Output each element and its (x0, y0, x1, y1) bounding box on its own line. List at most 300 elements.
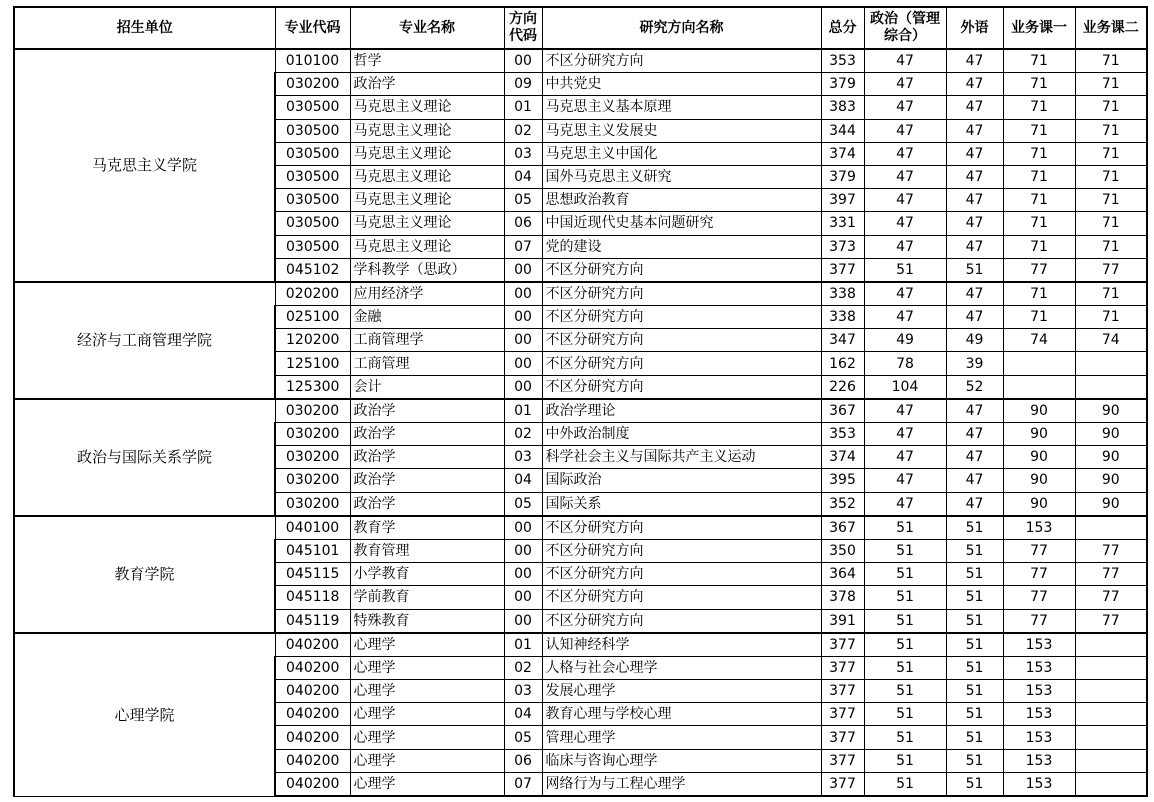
direction-code-cell: 02 (504, 423, 542, 446)
total-score-cell: 377 (821, 633, 864, 657)
total-score-cell: 331 (821, 212, 864, 235)
foreign-language-score-cell: 47 (946, 423, 1003, 446)
course-one-score-cell: 77 (1003, 258, 1075, 282)
total-score-cell: 391 (821, 609, 864, 633)
course-two-score-cell (1075, 375, 1147, 399)
foreign-language-score-cell: 47 (946, 142, 1003, 165)
course-two-score-cell: 74 (1075, 329, 1147, 352)
major-name-cell: 心理学 (350, 772, 504, 796)
direction-code-cell: 00 (504, 329, 542, 352)
course-two-score-cell: 90 (1075, 492, 1147, 516)
course-one-score-cell: 90 (1003, 446, 1075, 469)
major-name-cell: 学科教学（思政） (350, 258, 504, 282)
course-two-score-cell: 71 (1075, 282, 1147, 306)
foreign-language-score-cell: 51 (946, 680, 1003, 703)
direction-name-cell: 中国近现代史基本问题研究 (542, 212, 821, 235)
major-code-cell: 030500 (275, 142, 350, 165)
unit-name-cell: 政治与国际关系学院 (14, 399, 275, 516)
direction-name-cell: 不区分研究方向 (542, 609, 821, 633)
course-two-score-cell: 71 (1075, 306, 1147, 329)
header-direction-name: 研究方向名称 (542, 7, 821, 49)
major-name-cell: 工商管理学 (350, 329, 504, 352)
major-code-cell: 120200 (275, 329, 350, 352)
direction-name-cell: 不区分研究方向 (542, 306, 821, 329)
direction-code-cell: 00 (504, 609, 542, 633)
course-two-score-cell (1075, 726, 1147, 749)
direction-name-cell: 马克思主义基本原理 (542, 96, 821, 119)
table-row (14, 633, 1147, 657)
politics-score-cell: 47 (864, 96, 946, 119)
major-name-cell: 教育学 (350, 516, 504, 540)
politics-score-cell: 47 (864, 399, 946, 423)
header-direction-code: 方向代码 (504, 7, 542, 49)
course-one-score-cell: 77 (1003, 539, 1075, 562)
course-one-score-cell: 77 (1003, 563, 1075, 586)
politics-score-cell: 47 (864, 49, 946, 73)
unit-name-cell: 马克思主义学院 (14, 49, 275, 282)
major-code-cell: 030500 (275, 235, 350, 258)
foreign-language-score-cell: 47 (946, 469, 1003, 492)
foreign-language-score-cell: 47 (946, 446, 1003, 469)
direction-name-cell: 人格与社会心理学 (542, 656, 821, 679)
major-code-cell: 045118 (275, 586, 350, 609)
total-score-cell: 367 (821, 516, 864, 540)
course-two-score-cell: 71 (1075, 49, 1147, 73)
total-score-cell: 374 (821, 142, 864, 165)
foreign-language-score-cell: 51 (946, 516, 1003, 540)
politics-score-cell: 51 (864, 586, 946, 609)
major-code-cell: 040200 (275, 749, 350, 772)
major-code-cell: 030200 (275, 492, 350, 516)
direction-code-cell: 02 (504, 119, 542, 142)
politics-score-cell: 51 (864, 609, 946, 633)
politics-score-cell: 47 (864, 73, 946, 96)
course-two-score-cell: 77 (1075, 539, 1147, 562)
header-major-name: 专业名称 (350, 7, 504, 49)
course-one-score-cell: 90 (1003, 469, 1075, 492)
total-score-cell: 347 (821, 329, 864, 352)
header-unit: 招生单位 (14, 7, 275, 49)
major-code-cell: 040200 (275, 656, 350, 679)
foreign-language-score-cell: 51 (946, 772, 1003, 796)
direction-code-cell: 00 (504, 258, 542, 282)
direction-code-cell: 05 (504, 492, 542, 516)
course-one-score-cell: 153 (1003, 749, 1075, 772)
course-two-score-cell: 90 (1075, 423, 1147, 446)
direction-name-cell: 认知神经科学 (542, 633, 821, 657)
foreign-language-score-cell: 47 (946, 492, 1003, 516)
direction-name-cell: 不区分研究方向 (542, 539, 821, 562)
foreign-language-score-cell: 47 (946, 235, 1003, 258)
foreign-language-score-cell: 47 (946, 306, 1003, 329)
total-score-cell: 377 (821, 680, 864, 703)
total-score-cell: 226 (821, 375, 864, 399)
course-one-score-cell: 153 (1003, 680, 1075, 703)
major-code-cell: 020200 (275, 282, 350, 306)
direction-name-cell: 党的建设 (542, 235, 821, 258)
course-two-score-cell (1075, 703, 1147, 726)
total-score-cell: 352 (821, 492, 864, 516)
major-name-cell: 教育管理 (350, 539, 504, 562)
foreign-language-score-cell: 39 (946, 352, 1003, 375)
direction-name-cell: 马克思主义中国化 (542, 142, 821, 165)
foreign-language-score-cell: 47 (946, 282, 1003, 306)
foreign-language-score-cell: 51 (946, 539, 1003, 562)
politics-score-cell: 104 (864, 375, 946, 399)
major-code-cell: 045115 (275, 563, 350, 586)
course-two-score-cell (1075, 633, 1147, 657)
direction-name-cell: 不区分研究方向 (542, 352, 821, 375)
total-score-cell: 373 (821, 235, 864, 258)
politics-score-cell: 47 (864, 446, 946, 469)
total-score-cell: 377 (821, 703, 864, 726)
course-one-score-cell: 71 (1003, 306, 1075, 329)
major-code-cell: 040200 (275, 703, 350, 726)
course-two-score-cell (1075, 656, 1147, 679)
major-code-cell: 030500 (275, 119, 350, 142)
major-code-cell: 040200 (275, 680, 350, 703)
major-code-cell: 030200 (275, 423, 350, 446)
total-score-cell: 379 (821, 73, 864, 96)
course-one-score-cell: 71 (1003, 119, 1075, 142)
foreign-language-score-cell: 51 (946, 258, 1003, 282)
total-score-cell: 350 (821, 539, 864, 562)
major-name-cell: 小学教育 (350, 563, 504, 586)
direction-name-cell: 临床与咨询心理学 (542, 749, 821, 772)
direction-code-cell: 06 (504, 212, 542, 235)
direction-code-cell: 07 (504, 772, 542, 796)
course-one-score-cell: 71 (1003, 73, 1075, 96)
major-code-cell: 125100 (275, 352, 350, 375)
foreign-language-score-cell: 51 (946, 749, 1003, 772)
direction-name-cell: 不区分研究方向 (542, 258, 821, 282)
foreign-language-score-cell: 47 (946, 96, 1003, 119)
header-foreign-language: 外语 (946, 7, 1003, 49)
major-code-cell: 030200 (275, 73, 350, 96)
politics-score-cell: 51 (864, 633, 946, 657)
major-code-cell: 045119 (275, 609, 350, 633)
major-name-cell: 哲学 (350, 49, 504, 73)
major-code-cell: 030500 (275, 189, 350, 212)
major-name-cell: 金融 (350, 306, 504, 329)
course-one-score-cell: 71 (1003, 142, 1075, 165)
direction-name-cell: 国外马克思主义研究 (542, 165, 821, 188)
table-row (14, 399, 1147, 423)
course-two-score-cell: 71 (1075, 165, 1147, 188)
direction-code-cell: 00 (504, 375, 542, 399)
major-code-cell: 045101 (275, 539, 350, 562)
direction-code-cell: 06 (504, 749, 542, 772)
course-one-score-cell: 71 (1003, 49, 1075, 73)
course-one-score-cell: 71 (1003, 212, 1075, 235)
foreign-language-score-cell: 51 (946, 726, 1003, 749)
table-row (14, 282, 1147, 306)
direction-name-cell: 政治学理论 (542, 399, 821, 423)
major-name-cell: 政治学 (350, 469, 504, 492)
major-name-cell: 心理学 (350, 656, 504, 679)
total-score-cell: 367 (821, 399, 864, 423)
direction-name-cell: 不区分研究方向 (542, 282, 821, 306)
politics-score-cell: 47 (864, 423, 946, 446)
course-two-score-cell: 71 (1075, 235, 1147, 258)
direction-code-cell: 04 (504, 469, 542, 492)
direction-name-cell: 马克思主义发展史 (542, 119, 821, 142)
foreign-language-score-cell: 51 (946, 633, 1003, 657)
foreign-language-score-cell: 47 (946, 49, 1003, 73)
course-two-score-cell: 77 (1075, 609, 1147, 633)
major-name-cell: 政治学 (350, 399, 504, 423)
course-two-score-cell: 71 (1075, 119, 1147, 142)
major-name-cell: 马克思主义理论 (350, 96, 504, 119)
direction-name-cell: 不区分研究方向 (542, 329, 821, 352)
politics-score-cell: 47 (864, 189, 946, 212)
header-course-one: 业务课一 (1003, 7, 1075, 49)
direction-name-cell: 不区分研究方向 (542, 516, 821, 540)
total-score-cell: 377 (821, 726, 864, 749)
total-score-cell: 377 (821, 258, 864, 282)
major-code-cell: 045102 (275, 258, 350, 282)
total-score-cell: 395 (821, 469, 864, 492)
course-one-score-cell: 71 (1003, 189, 1075, 212)
table-header-row (14, 7, 1147, 49)
direction-name-cell: 发展心理学 (542, 680, 821, 703)
course-one-score-cell (1003, 375, 1075, 399)
major-code-cell: 040200 (275, 633, 350, 657)
major-name-cell: 马克思主义理论 (350, 212, 504, 235)
direction-code-cell: 07 (504, 235, 542, 258)
major-name-cell: 工商管理 (350, 352, 504, 375)
total-score-cell: 162 (821, 352, 864, 375)
course-one-score-cell: 153 (1003, 633, 1075, 657)
direction-name-cell: 国际关系 (542, 492, 821, 516)
header-total-score: 总分 (821, 7, 864, 49)
direction-name-cell: 中外政治制度 (542, 423, 821, 446)
major-code-cell: 030500 (275, 165, 350, 188)
direction-name-cell: 管理心理学 (542, 726, 821, 749)
direction-name-cell: 科学社会主义与国际共产主义运动 (542, 446, 821, 469)
major-name-cell: 政治学 (350, 423, 504, 446)
direction-code-cell: 02 (504, 656, 542, 679)
major-code-cell: 040100 (275, 516, 350, 540)
major-name-cell: 心理学 (350, 749, 504, 772)
politics-score-cell: 47 (864, 282, 946, 306)
course-two-score-cell: 90 (1075, 446, 1147, 469)
direction-name-cell: 教育心理与学校心理 (542, 703, 821, 726)
foreign-language-score-cell: 47 (946, 119, 1003, 142)
direction-code-cell: 01 (504, 633, 542, 657)
major-name-cell: 心理学 (350, 726, 504, 749)
direction-code-cell: 00 (504, 586, 542, 609)
politics-score-cell: 47 (864, 469, 946, 492)
major-name-cell: 应用经济学 (350, 282, 504, 306)
foreign-language-score-cell: 49 (946, 329, 1003, 352)
total-score-cell: 379 (821, 165, 864, 188)
admission-score-table (13, 6, 1148, 797)
foreign-language-score-cell: 51 (946, 656, 1003, 679)
course-one-score-cell: 71 (1003, 282, 1075, 306)
major-code-cell: 030500 (275, 96, 350, 119)
course-one-score-cell: 90 (1003, 399, 1075, 423)
total-score-cell: 374 (821, 446, 864, 469)
course-two-score-cell (1075, 772, 1147, 796)
total-score-cell: 377 (821, 772, 864, 796)
course-two-score-cell: 90 (1075, 469, 1147, 492)
direction-name-cell: 国际政治 (542, 469, 821, 492)
major-code-cell: 125300 (275, 375, 350, 399)
course-one-score-cell: 71 (1003, 96, 1075, 119)
header-politics: 政治（管理综合） (864, 7, 946, 49)
course-two-score-cell (1075, 352, 1147, 375)
direction-code-cell: 03 (504, 142, 542, 165)
course-one-score-cell: 90 (1003, 492, 1075, 516)
politics-score-cell: 78 (864, 352, 946, 375)
direction-code-cell: 05 (504, 726, 542, 749)
foreign-language-score-cell: 47 (946, 73, 1003, 96)
course-one-score-cell: 153 (1003, 772, 1075, 796)
direction-code-cell: 00 (504, 282, 542, 306)
politics-score-cell: 51 (864, 680, 946, 703)
major-name-cell: 政治学 (350, 73, 504, 96)
header-course-two: 业务课二 (1075, 7, 1147, 49)
course-one-score-cell (1003, 352, 1075, 375)
major-name-cell: 马克思主义理论 (350, 189, 504, 212)
direction-name-cell: 不区分研究方向 (542, 49, 821, 73)
major-name-cell: 特殊教育 (350, 609, 504, 633)
foreign-language-score-cell: 47 (946, 399, 1003, 423)
total-score-cell: 397 (821, 189, 864, 212)
score-table-container (13, 6, 1148, 797)
course-one-score-cell: 71 (1003, 165, 1075, 188)
direction-name-cell: 不区分研究方向 (542, 563, 821, 586)
politics-score-cell: 51 (864, 563, 946, 586)
major-name-cell: 心理学 (350, 633, 504, 657)
politics-score-cell: 47 (864, 235, 946, 258)
total-score-cell: 377 (821, 656, 864, 679)
major-name-cell: 心理学 (350, 680, 504, 703)
direction-code-cell: 00 (504, 352, 542, 375)
direction-code-cell: 01 (504, 96, 542, 119)
major-name-cell: 会计 (350, 375, 504, 399)
foreign-language-score-cell: 47 (946, 212, 1003, 235)
course-two-score-cell: 77 (1075, 586, 1147, 609)
politics-score-cell: 51 (864, 703, 946, 726)
course-two-score-cell: 77 (1075, 258, 1147, 282)
course-one-score-cell: 153 (1003, 516, 1075, 540)
foreign-language-score-cell: 47 (946, 165, 1003, 188)
course-two-score-cell: 77 (1075, 563, 1147, 586)
major-code-cell: 030200 (275, 399, 350, 423)
total-score-cell: 353 (821, 423, 864, 446)
course-two-score-cell: 71 (1075, 142, 1147, 165)
major-code-cell: 025100 (275, 306, 350, 329)
foreign-language-score-cell: 51 (946, 703, 1003, 726)
table-body (14, 49, 1147, 796)
total-score-cell: 344 (821, 119, 864, 142)
politics-score-cell: 47 (864, 119, 946, 142)
foreign-language-score-cell: 51 (946, 563, 1003, 586)
politics-score-cell: 51 (864, 749, 946, 772)
direction-code-cell: 09 (504, 73, 542, 96)
course-two-score-cell (1075, 516, 1147, 540)
major-name-cell: 马克思主义理论 (350, 119, 504, 142)
major-name-cell: 心理学 (350, 703, 504, 726)
major-name-cell: 马克思主义理论 (350, 142, 504, 165)
politics-score-cell: 47 (864, 165, 946, 188)
politics-score-cell: 47 (864, 492, 946, 516)
major-name-cell: 政治学 (350, 492, 504, 516)
total-score-cell: 338 (821, 306, 864, 329)
politics-score-cell: 51 (864, 726, 946, 749)
unit-name-cell: 教育学院 (14, 516, 275, 633)
major-name-cell: 政治学 (350, 446, 504, 469)
direction-code-cell: 03 (504, 446, 542, 469)
course-two-score-cell: 90 (1075, 399, 1147, 423)
total-score-cell: 364 (821, 563, 864, 586)
politics-score-cell: 47 (864, 306, 946, 329)
total-score-cell: 353 (821, 49, 864, 73)
direction-code-cell: 05 (504, 189, 542, 212)
course-two-score-cell: 71 (1075, 212, 1147, 235)
course-one-score-cell: 153 (1003, 656, 1075, 679)
foreign-language-score-cell: 47 (946, 189, 1003, 212)
total-score-cell: 383 (821, 96, 864, 119)
politics-score-cell: 51 (864, 258, 946, 282)
header-major-code: 专业代码 (275, 7, 350, 49)
direction-code-cell: 00 (504, 49, 542, 73)
course-one-score-cell: 90 (1003, 423, 1075, 446)
direction-code-cell: 01 (504, 399, 542, 423)
politics-score-cell: 49 (864, 329, 946, 352)
foreign-language-score-cell: 51 (946, 609, 1003, 633)
major-name-cell: 马克思主义理论 (350, 235, 504, 258)
major-code-cell: 010100 (275, 49, 350, 73)
course-one-score-cell: 153 (1003, 703, 1075, 726)
course-one-score-cell: 153 (1003, 726, 1075, 749)
politics-score-cell: 51 (864, 772, 946, 796)
major-code-cell: 040200 (275, 772, 350, 796)
course-one-score-cell: 77 (1003, 586, 1075, 609)
unit-name-cell: 心理学院 (14, 633, 275, 796)
direction-name-cell: 思想政治教育 (542, 189, 821, 212)
foreign-language-score-cell: 51 (946, 586, 1003, 609)
politics-score-cell: 51 (864, 539, 946, 562)
direction-code-cell: 04 (504, 703, 542, 726)
course-one-score-cell: 77 (1003, 609, 1075, 633)
politics-score-cell: 47 (864, 142, 946, 165)
politics-score-cell: 51 (864, 656, 946, 679)
direction-code-cell: 00 (504, 539, 542, 562)
unit-name-cell: 经济与工商管理学院 (14, 282, 275, 399)
table-row (14, 516, 1147, 540)
course-two-score-cell: 71 (1075, 73, 1147, 96)
total-score-cell: 338 (821, 282, 864, 306)
major-code-cell: 030200 (275, 469, 350, 492)
course-one-score-cell: 74 (1003, 329, 1075, 352)
direction-code-cell: 00 (504, 306, 542, 329)
total-score-cell: 377 (821, 749, 864, 772)
major-name-cell: 学前教育 (350, 586, 504, 609)
major-name-cell: 马克思主义理论 (350, 165, 504, 188)
major-code-cell: 030200 (275, 446, 350, 469)
politics-score-cell: 47 (864, 212, 946, 235)
course-one-score-cell: 71 (1003, 235, 1075, 258)
major-code-cell: 030500 (275, 212, 350, 235)
major-code-cell: 040200 (275, 726, 350, 749)
course-two-score-cell (1075, 680, 1147, 703)
direction-name-cell: 中共党史 (542, 73, 821, 96)
direction-code-cell: 03 (504, 680, 542, 703)
direction-name-cell: 不区分研究方向 (542, 586, 821, 609)
